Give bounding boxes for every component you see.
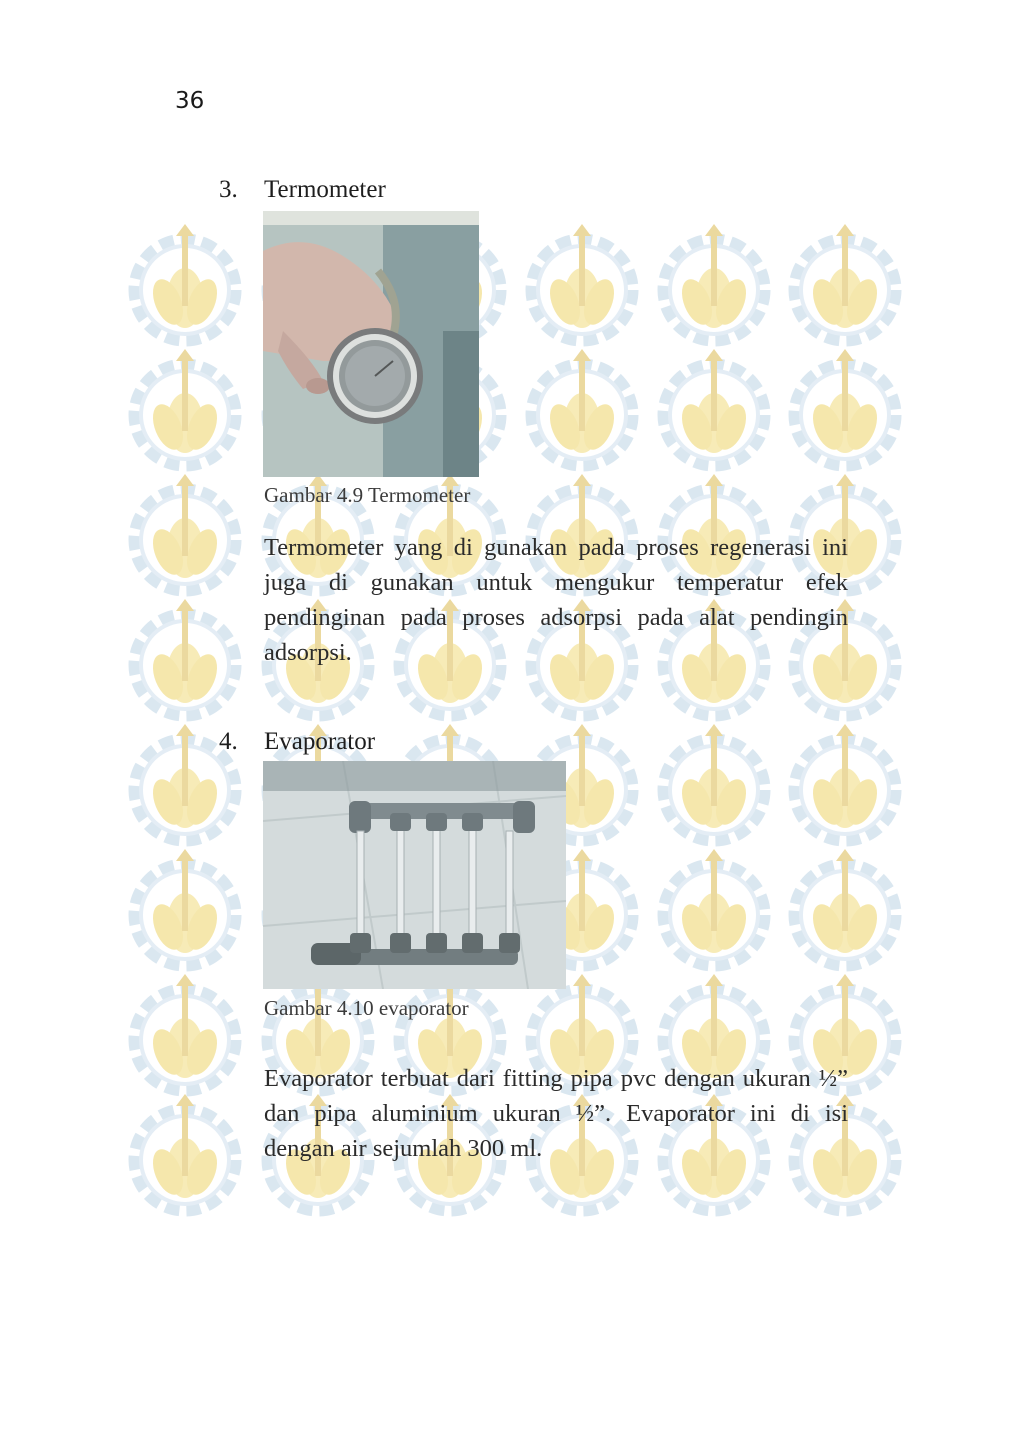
section-paragraph: Termometer yang di gunakan pada proses regenerasi ini juga di gunakan untuk mengukur temperatur efek pendinginan pada proses adsorpsi pada alat pendingin adsorpsi. <box>264 534 848 666</box>
section-title: Evaporator <box>264 728 376 755</box>
section-number: 4. <box>219 728 238 755</box>
thermometer-photo <box>263 211 479 477</box>
figure-caption: Gambar 4.10 evaporator <box>264 996 469 1020</box>
section-number: 3. <box>219 176 238 203</box>
figure-caption: Gambar 4.9 Termometer <box>264 483 471 507</box>
section-title: Termometer <box>264 176 386 203</box>
evaporator-photo <box>263 761 566 989</box>
page-number: 36 <box>175 88 205 114</box>
section-paragraph: Evaporator terbuat dari fitting pipa pvc dengan ukuran ½” dan pipa aluminium ukuran ½”. Evaporator ini di isi dengan air sejumlah 300 ml. <box>264 1065 848 1162</box>
